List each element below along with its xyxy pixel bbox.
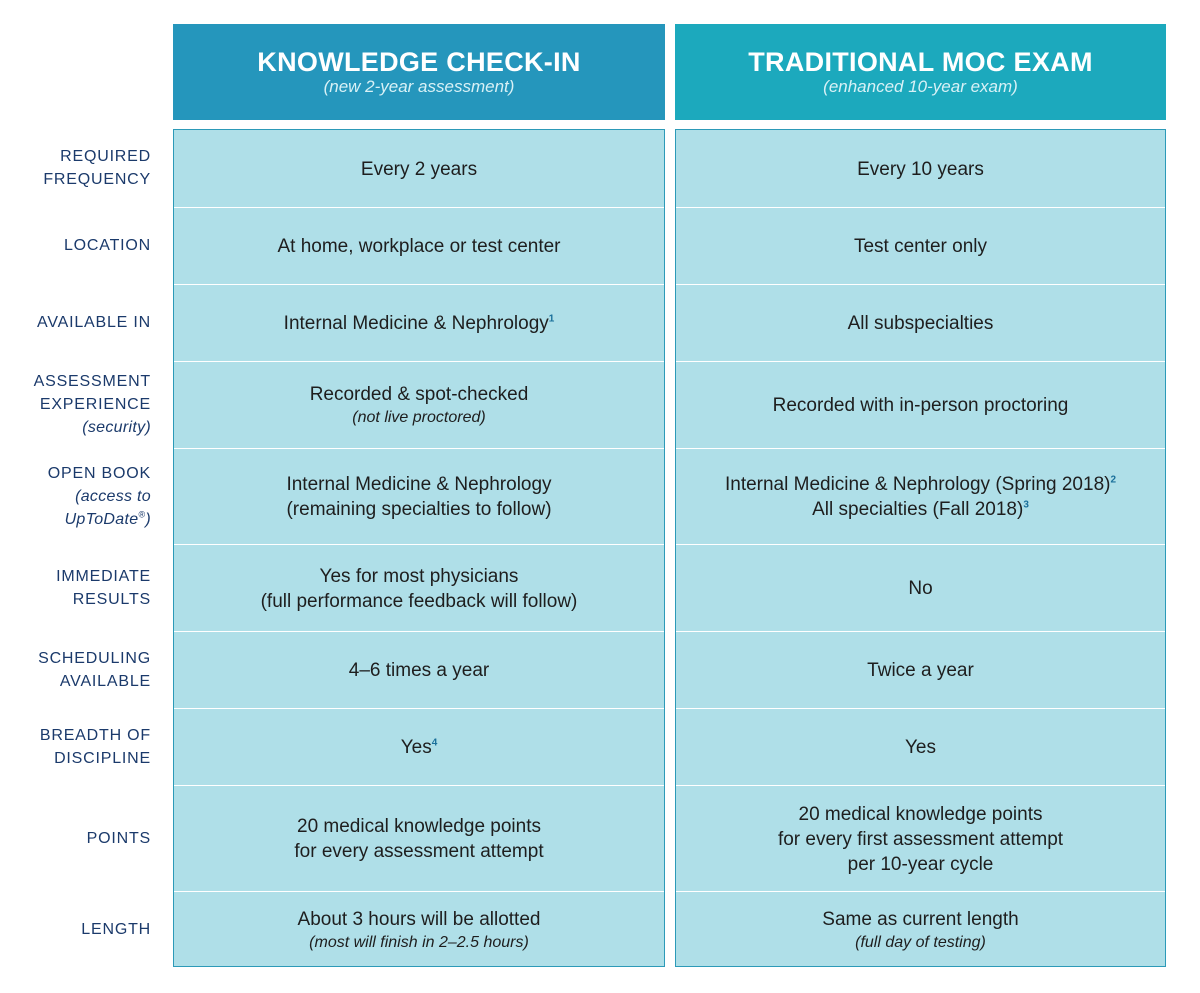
cell-text: Every 10 years xyxy=(857,158,984,180)
cell-line xyxy=(284,311,555,336)
row-label-note-text: UpToDate xyxy=(64,510,139,528)
knowledge-check-in-cell xyxy=(174,632,664,709)
cell-line xyxy=(261,589,578,614)
knowledge-check-in-cell xyxy=(174,449,664,545)
row-label-line: POINTS xyxy=(86,829,151,847)
cell-text: 20 medical knowledge points xyxy=(297,816,541,837)
knowledge-check-in-subtitle: (new 2-year assessment) xyxy=(323,77,515,97)
row-label-note-text: (access to xyxy=(75,487,151,505)
traditional-moc-column xyxy=(675,129,1166,967)
cell-text: (full performance feedback will follow) xyxy=(260,590,578,612)
cell-line xyxy=(286,472,551,497)
cell-text: 4–6 times a year xyxy=(348,660,490,681)
row-divider xyxy=(174,891,664,892)
cell-text: Yes xyxy=(905,737,936,758)
knowledge-check-in-cell xyxy=(174,285,664,362)
row-label-note: (security) xyxy=(82,419,151,436)
cell-line xyxy=(277,234,560,259)
row-divider xyxy=(174,708,664,709)
row-label-line: RESULTS xyxy=(72,590,151,608)
row-label xyxy=(0,129,151,207)
traditional-moc-title: TRADITIONAL MOC EXAM xyxy=(748,47,1093,78)
row-label xyxy=(0,785,151,891)
cell-text: Internal Medicine & Nephrology xyxy=(283,313,549,334)
row-label-line: AVAILABLE IN xyxy=(37,314,151,331)
cell-line xyxy=(725,472,1116,497)
cell-line xyxy=(401,735,438,760)
row-divider xyxy=(676,284,1165,285)
traditional-moc-cell xyxy=(676,208,1165,285)
cell-line xyxy=(349,658,489,683)
row-label xyxy=(0,891,151,967)
row-label xyxy=(0,544,151,631)
cell-text: Test center only xyxy=(853,236,988,257)
knowledge-check-in-cell xyxy=(174,208,664,285)
cell-line xyxy=(848,852,994,877)
row-divider xyxy=(174,361,664,362)
knowledge-check-in-column xyxy=(173,129,665,967)
footnote-marker: 1 xyxy=(548,313,555,325)
cell-text: (remaining specialties to follow) xyxy=(286,499,552,520)
cell-text: Every 2 years xyxy=(360,158,478,180)
row-label-line: IMMEDIATE xyxy=(56,567,151,585)
row-divider xyxy=(676,785,1165,786)
footnote-marker: 4 xyxy=(431,737,438,749)
row-label xyxy=(0,631,151,708)
row-label xyxy=(0,207,151,284)
row-label-note xyxy=(75,485,151,508)
cell-line xyxy=(778,827,1063,852)
cell-text: All subspecialties xyxy=(847,313,994,334)
cell-line xyxy=(773,393,1069,418)
row-divider xyxy=(174,544,664,545)
row-divider xyxy=(676,631,1165,632)
cell-text: All specialties (Fall 2018) xyxy=(812,499,1024,520)
cell-text: Internal Medicine & Nephrology (Spring 2018) xyxy=(724,474,1111,495)
cell-line xyxy=(812,497,1029,522)
cell-text: Twice a year xyxy=(867,660,974,681)
traditional-moc-cell xyxy=(676,892,1165,968)
cell-text: Recorded & spot-checked xyxy=(309,384,529,405)
knowledge-check-in-header xyxy=(173,24,665,120)
traditional-moc-header xyxy=(675,24,1166,120)
row-label-line: LENGTH xyxy=(81,920,151,938)
cell-text: Recorded with in-person proctoring xyxy=(772,395,1069,416)
cell-line xyxy=(905,735,936,760)
row-divider xyxy=(174,631,664,632)
cell-line xyxy=(908,576,932,601)
cell-line xyxy=(822,907,1018,932)
knowledge-check-in-title: KNOWLEDGE CHECK-IN xyxy=(257,47,581,78)
row-divider xyxy=(676,361,1165,362)
row-label-line: BREADTH OF xyxy=(39,726,151,744)
row-label-line: OPEN BOOK xyxy=(47,464,151,482)
traditional-moc-cell xyxy=(676,449,1165,545)
row-label-line: SCHEDULING xyxy=(38,649,151,667)
traditional-moc-cell xyxy=(676,709,1165,786)
traditional-moc-cell xyxy=(676,786,1165,892)
cell-line xyxy=(286,497,551,522)
cell-line xyxy=(294,839,543,864)
row-divider xyxy=(174,284,664,285)
cell-line xyxy=(848,311,994,336)
cell-text: Same as current length xyxy=(822,908,1019,930)
cell-line xyxy=(320,564,519,589)
traditional-moc-cell xyxy=(676,632,1165,709)
cell-text: About 3 hours will be allotted xyxy=(297,908,541,930)
traditional-moc-subtitle: (enhanced 10-year exam) xyxy=(823,77,1018,97)
row-label xyxy=(0,284,151,361)
row-divider xyxy=(174,448,664,449)
knowledge-check-in-cell xyxy=(174,545,664,632)
row-divider xyxy=(676,207,1165,208)
knowledge-check-in-cell xyxy=(174,786,664,892)
row-divider xyxy=(676,708,1165,709)
cell-text: Yes xyxy=(400,737,432,758)
row-divider xyxy=(676,891,1165,892)
cell-text: At home, workplace or test center xyxy=(277,236,561,257)
row-label-line: DISCIPLINE xyxy=(54,749,151,767)
row-label-line: AVAILABLE xyxy=(59,672,151,690)
knowledge-check-in-cell xyxy=(174,130,664,208)
cell-text: Internal Medicine & Nephrology xyxy=(286,474,552,495)
traditional-moc-cell xyxy=(676,545,1165,632)
row-divider xyxy=(174,785,664,786)
cell-line xyxy=(297,814,541,839)
cell-note: (most will finish in 2–2.5 hours) xyxy=(309,933,529,951)
cell-text: per 10-year cycle xyxy=(847,853,994,875)
cell-note: (full day of testing) xyxy=(855,933,986,951)
cell-line xyxy=(298,907,541,932)
row-label xyxy=(0,708,151,785)
row-divider xyxy=(676,448,1165,449)
cell-text: Yes for most physicians xyxy=(319,565,519,587)
traditional-moc-cell xyxy=(676,285,1165,362)
row-label-line: EXPERIENCE xyxy=(39,396,151,413)
row-label-note-tail: ) xyxy=(145,510,151,528)
row-label-line: REQUIRED xyxy=(60,148,151,165)
cell-text: 20 medical knowledge points xyxy=(798,803,1043,825)
row-label-line: FREQUENCY xyxy=(43,171,151,188)
cell-text: No xyxy=(908,578,933,599)
knowledge-check-in-cell xyxy=(174,709,664,786)
cell-line xyxy=(799,802,1043,827)
row-label-note xyxy=(65,508,151,531)
footnote-marker: 2 xyxy=(1110,474,1117,486)
row-label-line: LOCATION xyxy=(63,237,151,254)
cell-note: (not live proctored) xyxy=(352,409,486,426)
cell-line xyxy=(310,382,529,407)
cell-line xyxy=(361,157,477,182)
row-label xyxy=(0,448,151,544)
cell-line xyxy=(854,234,987,259)
footnote-marker: 3 xyxy=(1023,499,1029,511)
knowledge-check-in-cell xyxy=(174,362,664,449)
traditional-moc-cell xyxy=(676,362,1165,449)
row-divider xyxy=(174,207,664,208)
cell-line xyxy=(857,157,984,182)
registered-mark: ® xyxy=(138,509,146,520)
traditional-moc-cell xyxy=(676,130,1165,208)
row-label-line: ASSESSMENT xyxy=(33,373,151,390)
cell-line xyxy=(867,658,974,683)
row-label xyxy=(0,361,151,448)
cell-text: for every first assessment attempt xyxy=(777,828,1064,850)
cell-text: for every assessment attempt xyxy=(294,841,544,862)
row-divider xyxy=(676,544,1165,545)
knowledge-check-in-cell xyxy=(174,892,664,968)
